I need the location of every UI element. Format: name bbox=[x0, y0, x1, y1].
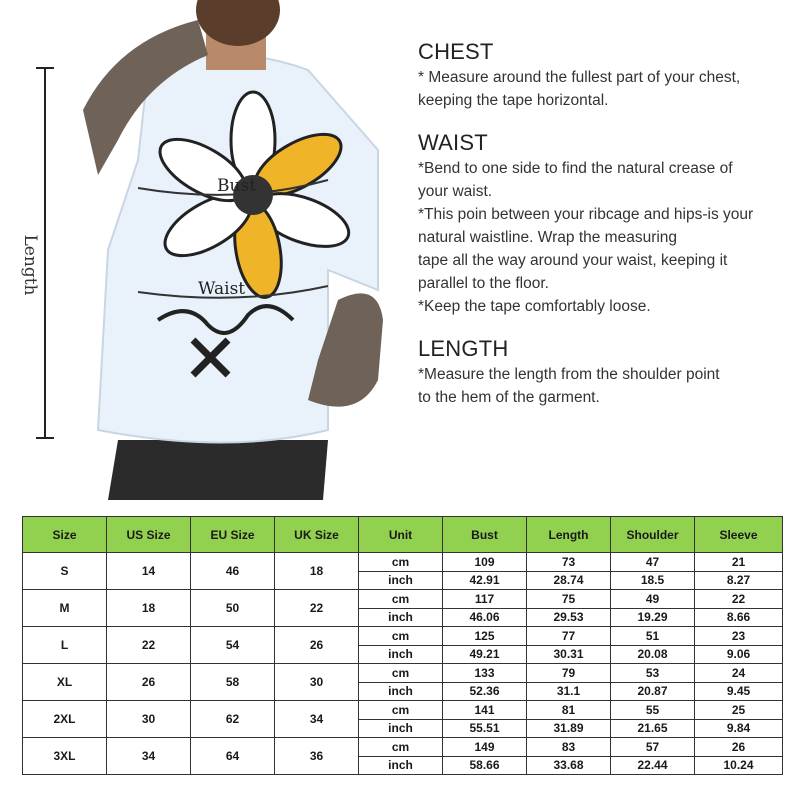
us-size-cell: 18 bbox=[107, 590, 191, 627]
length-cell: 75 bbox=[527, 590, 611, 609]
eu-size-cell: 58 bbox=[191, 664, 275, 701]
sleeve-cell: 25 bbox=[695, 701, 783, 720]
table-header-row bbox=[23, 517, 783, 553]
instruction-line: tape all the way around your waist, keeping it bbox=[418, 252, 728, 269]
eu-size-cell: 64 bbox=[191, 738, 275, 775]
unit-cell: inch bbox=[359, 682, 443, 701]
sleeve-cell: 8.66 bbox=[695, 608, 783, 627]
length-ruler-bottom-cap bbox=[36, 437, 54, 439]
bust-cell: 58.66 bbox=[443, 756, 527, 775]
measurement-instructions bbox=[418, 38, 798, 426]
chest-title: CHEST bbox=[418, 39, 494, 64]
shoulder-cell: 51 bbox=[611, 627, 695, 646]
us-size-cell: 26 bbox=[107, 664, 191, 701]
length-cell: 31.89 bbox=[527, 719, 611, 738]
size-chart-table bbox=[22, 516, 783, 775]
sleeve-cell: 21 bbox=[695, 553, 783, 572]
bust-cell: 52.36 bbox=[443, 682, 527, 701]
size-cell: L bbox=[23, 627, 107, 664]
size-cell: 2XL bbox=[23, 701, 107, 738]
length-cell: 28.74 bbox=[527, 571, 611, 590]
uk-size-cell: 26 bbox=[275, 627, 359, 664]
table-row bbox=[23, 590, 783, 609]
length-ruler-line bbox=[44, 67, 46, 439]
header-bust: Bust bbox=[443, 517, 527, 553]
header-us-size: US Size bbox=[107, 517, 191, 553]
length-cell: 30.31 bbox=[527, 645, 611, 664]
shoulder-cell: 57 bbox=[611, 738, 695, 757]
shoulder-cell: 49 bbox=[611, 590, 695, 609]
us-size-cell: 30 bbox=[107, 701, 191, 738]
sleeve-cell: 8.27 bbox=[695, 571, 783, 590]
unit-cell: inch bbox=[359, 571, 443, 590]
table-row bbox=[23, 738, 783, 757]
length-cell: 29.53 bbox=[527, 608, 611, 627]
shoulder-cell: 22.44 bbox=[611, 756, 695, 775]
us-size-cell: 14 bbox=[107, 553, 191, 590]
sleeve-cell: 9.45 bbox=[695, 682, 783, 701]
length-cell: 73 bbox=[527, 553, 611, 572]
unit-cell: cm bbox=[359, 590, 443, 609]
header-shoulder: Shoulder bbox=[611, 517, 695, 553]
size-cell: M bbox=[23, 590, 107, 627]
sleeve-cell: 24 bbox=[695, 664, 783, 683]
uk-size-cell: 36 bbox=[275, 738, 359, 775]
shoulder-cell: 47 bbox=[611, 553, 695, 572]
shoulder-cell: 55 bbox=[611, 701, 695, 720]
bust-cell: 117 bbox=[443, 590, 527, 609]
unit-cell: inch bbox=[359, 645, 443, 664]
header-size: Size bbox=[23, 517, 107, 553]
length-cell: 31.1 bbox=[527, 682, 611, 701]
header-length: Length bbox=[527, 517, 611, 553]
waist-title: WAIST bbox=[418, 130, 488, 155]
bust-cell: 42.91 bbox=[443, 571, 527, 590]
length-ruler-top-cap bbox=[36, 67, 54, 69]
uk-size-cell: 18 bbox=[275, 553, 359, 590]
unit-cell: cm bbox=[359, 553, 443, 572]
shoulder-cell: 18.5 bbox=[611, 571, 695, 590]
table-row bbox=[23, 701, 783, 720]
sleeve-cell: 26 bbox=[695, 738, 783, 757]
length-cell: 83 bbox=[527, 738, 611, 757]
product-photo bbox=[78, 0, 390, 500]
eu-size-cell: 50 bbox=[191, 590, 275, 627]
table-row bbox=[23, 553, 783, 572]
size-cell: XL bbox=[23, 664, 107, 701]
bust-cell: 125 bbox=[443, 627, 527, 646]
unit-cell: cm bbox=[359, 664, 443, 683]
instruction-line: * Measure around the fullest part of your chest, bbox=[418, 69, 741, 86]
unit-cell: cm bbox=[359, 627, 443, 646]
bust-cell: 141 bbox=[443, 701, 527, 720]
unit-cell: cm bbox=[359, 701, 443, 720]
bust-cell: 133 bbox=[443, 664, 527, 683]
header-eu-size: EU Size bbox=[191, 517, 275, 553]
eu-size-cell: 46 bbox=[191, 553, 275, 590]
instruction-line: natural waistline. Wrap the measuring bbox=[418, 229, 678, 246]
bust-cell: 49.21 bbox=[443, 645, 527, 664]
length-title: LENGTH bbox=[418, 336, 509, 361]
instruction-line: parallel to the floor. bbox=[418, 275, 549, 292]
instruction-line: keeping the tape horizontal. bbox=[418, 92, 609, 109]
uk-size-cell: 30 bbox=[275, 664, 359, 701]
length-cell: 33.68 bbox=[527, 756, 611, 775]
waist-instructions bbox=[418, 129, 798, 318]
shoulder-cell: 53 bbox=[611, 664, 695, 683]
size-cell: S bbox=[23, 553, 107, 590]
length-cell: 79 bbox=[527, 664, 611, 683]
bust-cell: 149 bbox=[443, 738, 527, 757]
bust-cell: 46.06 bbox=[443, 608, 527, 627]
unit-cell: cm bbox=[359, 738, 443, 757]
shoulder-cell: 20.08 bbox=[611, 645, 695, 664]
us-size-cell: 34 bbox=[107, 738, 191, 775]
sleeve-cell: 9.06 bbox=[695, 645, 783, 664]
unit-cell: inch bbox=[359, 608, 443, 627]
length-instructions bbox=[418, 335, 798, 409]
eu-size-cell: 54 bbox=[191, 627, 275, 664]
bust-measure-label: Bust bbox=[217, 176, 256, 196]
instruction-line: your waist. bbox=[418, 183, 493, 200]
sleeve-cell: 22 bbox=[695, 590, 783, 609]
uk-size-cell: 34 bbox=[275, 701, 359, 738]
instruction-line: *This poin between your ribcage and hips-is your bbox=[418, 206, 754, 223]
shoulder-cell: 21.65 bbox=[611, 719, 695, 738]
instruction-line: *Bend to one side to find the natural crease of bbox=[418, 160, 733, 177]
waist-measure-label: Waist bbox=[198, 279, 246, 299]
bust-cell: 109 bbox=[443, 553, 527, 572]
unit-cell: inch bbox=[359, 756, 443, 775]
sleeve-cell: 23 bbox=[695, 627, 783, 646]
eu-size-cell: 62 bbox=[191, 701, 275, 738]
length-ruler-label: Length bbox=[20, 234, 40, 296]
instruction-line: *Keep the tape comfortably loose. bbox=[418, 298, 651, 315]
shoulder-cell: 19.29 bbox=[611, 608, 695, 627]
chest-instructions bbox=[418, 38, 798, 112]
instruction-line: *Measure the length from the shoulder point bbox=[418, 366, 720, 383]
uk-size-cell: 22 bbox=[275, 590, 359, 627]
unit-cell: inch bbox=[359, 719, 443, 738]
header-uk-size: UK Size bbox=[275, 517, 359, 553]
size-cell: 3XL bbox=[23, 738, 107, 775]
length-cell: 77 bbox=[527, 627, 611, 646]
bust-cell: 55.51 bbox=[443, 719, 527, 738]
sleeve-cell: 9.84 bbox=[695, 719, 783, 738]
table-row bbox=[23, 627, 783, 646]
shoulder-cell: 20.87 bbox=[611, 682, 695, 701]
header-unit: Unit bbox=[359, 517, 443, 553]
instruction-line: to the hem of the garment. bbox=[418, 389, 600, 406]
length-cell: 81 bbox=[527, 701, 611, 720]
header-sleeve: Sleeve bbox=[695, 517, 783, 553]
sleeve-cell: 10.24 bbox=[695, 756, 783, 775]
us-size-cell: 22 bbox=[107, 627, 191, 664]
table-row bbox=[23, 664, 783, 683]
